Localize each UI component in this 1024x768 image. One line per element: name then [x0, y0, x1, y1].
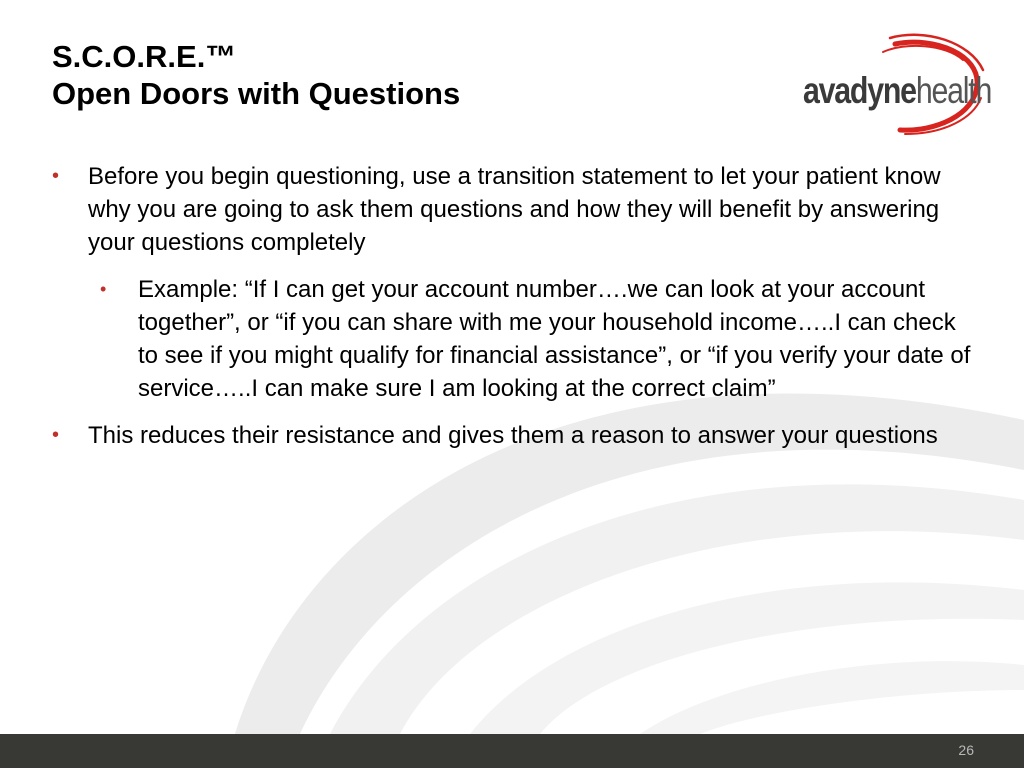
bullet-dot: • — [100, 279, 107, 299]
bullet-item — [52, 160, 977, 259]
sub-bullet-text: Example: “If I can get your account number….we can look at your account together”, or “if you can share with me your household income…..I can check to see if you might qualify for financial assistance”, or “if you verify your date of service…..I can make sure I am looking at the correct claim” — [138, 276, 971, 402]
slide-body — [52, 160, 977, 466]
sub-bullet-item — [52, 273, 977, 405]
bullet-dot: • — [52, 165, 60, 187]
title-line-2: Open Doors with Questions — [52, 76, 461, 111]
title-line-1: S.C.O.R.E.™ — [52, 39, 237, 74]
page-number: 26 — [958, 742, 974, 758]
bullet-text: Before you begin questioning, use a transition statement to let your patient know why you are going to ask them questions and how they will benefit by answering your questions completely — [88, 163, 941, 256]
slide-title — [52, 38, 460, 112]
bullet-text: This reduces their resistance and gives them a reason to answer your questions — [88, 422, 938, 449]
footer-bar — [0, 734, 1024, 768]
logo-wordmark — [803, 70, 991, 112]
bullet-item — [52, 419, 977, 452]
bullet-dot: • — [52, 424, 60, 446]
logo-part-avadyne: avadyne — [803, 70, 916, 111]
logo-part-health: health — [915, 70, 992, 111]
avadyne-health-logo — [795, 30, 995, 140]
